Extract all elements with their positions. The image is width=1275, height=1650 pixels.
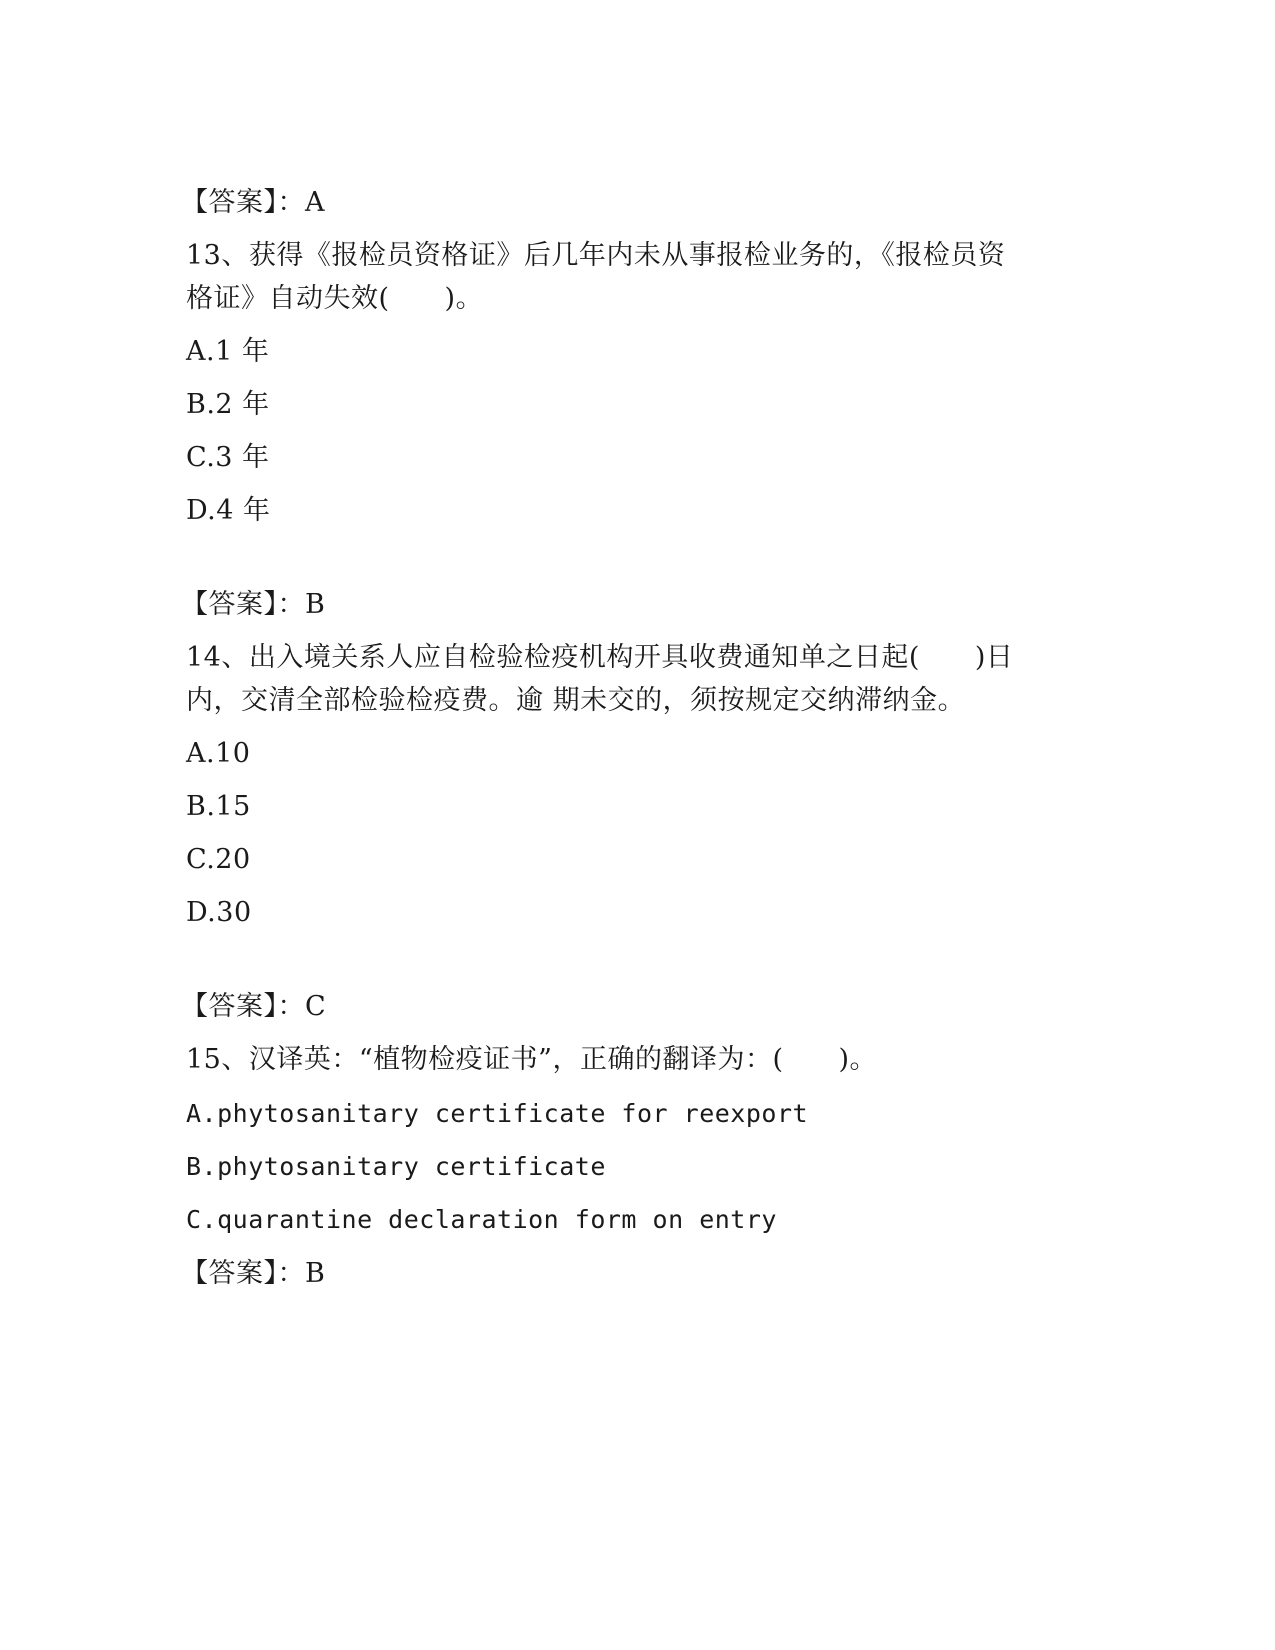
option-line: B.2 年 (186, 389, 270, 420)
option-line: C.quarantine declaration form on entry (186, 1205, 777, 1234)
question-14-line-1: 14、出入境关系人应自检验检疫机构开具收费通知单之日起( )日 (186, 642, 1014, 673)
option-line: D.4 年 (186, 495, 271, 526)
option-line: D.30 (186, 897, 252, 928)
answer-line: 【答案】：C (181, 991, 327, 1022)
option-line: B.phytosanitary certificate (186, 1152, 606, 1181)
question-13-line-2: 格证》自动失效( )。 (186, 283, 484, 314)
answer-line: 【答案】：B (181, 589, 326, 620)
option-line: A.10 (186, 738, 251, 769)
option-line: C.20 (186, 844, 251, 875)
answer-line: 【答案】：B (181, 1258, 326, 1289)
option-line: C.3 年 (186, 442, 270, 473)
option-line: B.15 (186, 791, 251, 822)
question-14-line-2: 内，交清全部检验检疫费。逾 期未交的，须按规定交纳滞纳金。 (186, 685, 966, 716)
question-15-line-1: 15、汉译英：“植物检疫证书”，正确的翻译为：( )。 (186, 1044, 878, 1075)
option-line: A.1 年 (186, 336, 270, 367)
answer-line: 【答案】：A (181, 187, 325, 218)
option-line: A.phytosanitary certificate for reexport (186, 1099, 809, 1128)
question-13-line-1: 13、获得《报检员资格证》后几年内未从事报检业务的，《报检员资 (186, 240, 1006, 271)
